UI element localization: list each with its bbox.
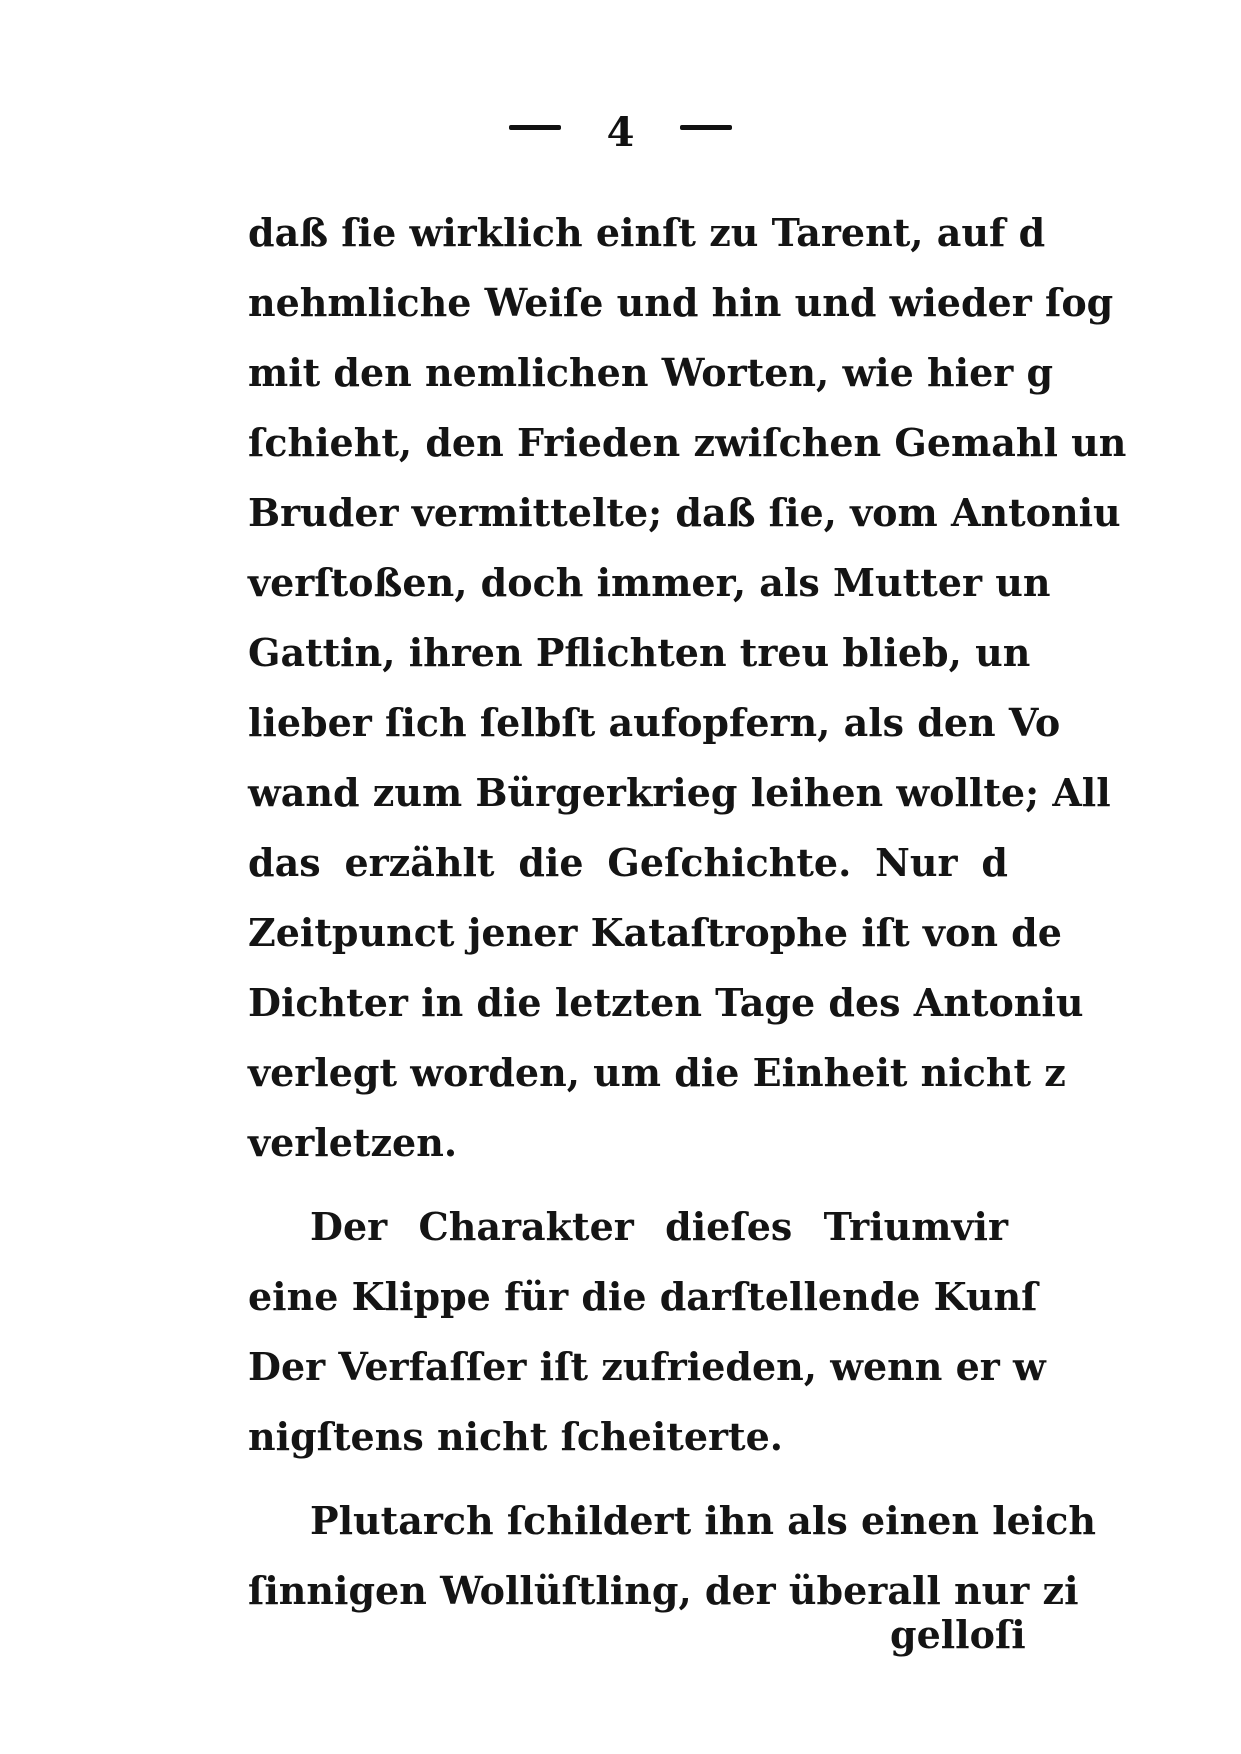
text-line: nehmliche Weiſe und hin und wieder ſog [248,280,1114,325]
text-line: das erzählt die Geſchichte. Nur d [248,840,1008,885]
text-line: verſtoßen, doch immer, als Mutter un [248,560,1051,605]
text-line: Bruder vermittelte; daß ſie, vom Antoniu [248,490,1121,535]
paragraph-gap [248,1472,1008,1486]
paragraph-gap [248,1178,1008,1192]
text-line: Der Charakter dieſes Triumvir [310,1204,1008,1249]
header-left-dash [509,125,561,130]
text-line: ſchieht, den Frieden zwiſchen Gemahl un [248,420,1127,465]
text-line: verletzen. [248,1120,458,1165]
text-line: Gattin, ihren Pflichten treu blieb, un [248,630,1031,675]
text-line: Dichter in die letzten Tage des Antoniu [248,980,1084,1025]
page-number: 4 [606,109,635,156]
text-line: ſinnigen Wollüſtling, der überall nur zi [248,1568,1079,1613]
text-line: verlegt worden, um die Einheit nicht z [248,1050,1066,1095]
text-line: mit den nemlichen Worten, wie hier g [248,350,1054,395]
text-line: Zeitpunct jener Kataſtrophe iſt von de [248,910,1062,955]
text-line: lieber ſich ſelbſt aufopfern, als den Vo [248,700,1061,745]
text-line: Plutarch ſchildert ihn als einen leich [310,1498,1097,1543]
body-text [248,198,1127,1626]
catchword: gelloſi [890,1612,1026,1657]
text-line: wand zum Bürgerkrieg leihen wollte; All [248,770,1111,815]
paragraph-1 [248,198,1127,1178]
text-line: eine Klippe für die darſtellende Kunſ [248,1274,1038,1319]
header-right-dash [680,125,732,130]
text-line: Der Verfaſſer iſt zufrieden, wenn er w [248,1344,1046,1389]
paragraph-2 [248,1192,1046,1472]
text-line: daß ſie wirklich einſt zu Tarent, auf d [248,210,1046,255]
text-line: nigſtens nicht ſcheiterte. [248,1414,784,1459]
page-header [0,108,1241,158]
